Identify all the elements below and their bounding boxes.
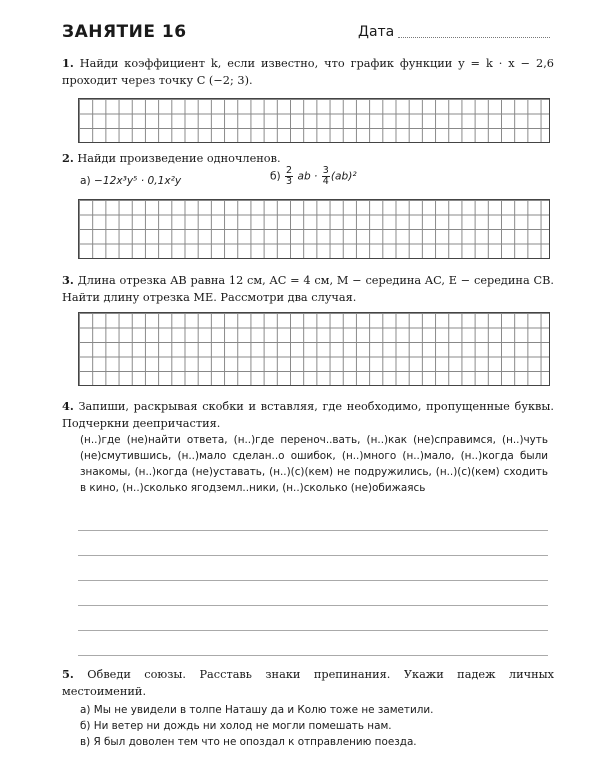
sentence-label: в) [80, 736, 91, 748]
task-4-word-list: (н..)где (не)найти ответа, (н..)где переноч..вать, (н..)как (не)справимся, (н..)чуть (не)смутившись, (н..)мало сделан..о ошибок, (н..)много (н..)мало, (н..)когда были знакомы, (н..)когда (не)уставать, (н..)(с)(кем) не подружились, (н..)(с)(кем) сходить в кино, (н..)сколько ягодземл..ники, (н..)сколько (не)обижаясь [80, 434, 548, 494]
answer-grid-3[interactable] [78, 312, 550, 386]
fraction-denominator: 3 [286, 176, 293, 187]
sentence-b[interactable] [80, 718, 548, 734]
task-4-number: 4. [62, 399, 74, 413]
sentence-label: а) [80, 704, 91, 716]
task-3-number: 3. [62, 273, 74, 287]
fraction-numerator: 2 [286, 165, 293, 176]
task-2-text: Найди произведение одночленов. [77, 152, 281, 165]
task-5-sentence-list [80, 702, 548, 750]
task-5-text: Обведи союзы. Расставь знаки препинания. Укажи падеж личных местоимений. [62, 668, 554, 698]
writing-line[interactable] [78, 605, 548, 606]
task-1-text: Найди коэффициент k, если известно, что график функции y = k · x − 2,6 проходит через точку C (−2; 3). [62, 57, 554, 87]
writing-line[interactable] [78, 555, 548, 556]
task-2-option-a [80, 173, 181, 190]
sentence-text: Ни ветер ни дождь ни холод не могли помешать нам. [93, 720, 392, 732]
fraction-two-thirds [285, 166, 293, 187]
answer-grid-1[interactable] [78, 98, 550, 143]
task-4 [62, 398, 554, 432]
date-label: Дата [358, 24, 395, 40]
fraction-three-quarters [322, 166, 330, 187]
fraction-numerator: 3 [322, 165, 329, 176]
task-4-text: Запиши, раскрывая скобки и вставляя, где необходимо, пропущенные буквы. Подчеркни деепричастия. [62, 400, 554, 430]
writing-line[interactable] [78, 655, 548, 656]
sentence-label: б) [80, 720, 91, 732]
task-1 [62, 55, 554, 89]
option-b-label: б) [270, 170, 281, 183]
task-5 [62, 666, 554, 700]
option-a-expression: −12x³y⁵ · 0,1x²y [94, 175, 182, 187]
task-2-option-b [270, 166, 357, 187]
writing-line[interactable] [78, 530, 548, 531]
date-field-line[interactable] [398, 37, 550, 38]
task-5-number: 5. [62, 667, 74, 681]
lesson-title: ЗАНЯТИЕ 16 [62, 22, 187, 42]
option-b-tail: (ab)² [330, 170, 357, 183]
fraction-denominator: 4 [322, 176, 329, 187]
task-3-text: Длина отрезка AB равна 12 см, AC = 4 см, M − середина AC, E − середина CB. Найти длину отрезка ME. Рассмотри два случая. [62, 274, 555, 304]
sentence-text: Я был доволен тем что не опоздал к отправлению поезда. [93, 736, 417, 748]
task-1-number: 1. [62, 56, 74, 70]
task-2-number: 2. [62, 151, 74, 165]
option-a-label: а) [80, 175, 91, 187]
sentence-text: Мы не увидели в толпе Наташу да и Колю тоже не заметили. [93, 704, 434, 716]
option-b-middle: ab · [297, 170, 318, 183]
writing-line[interactable] [78, 630, 548, 631]
sentence-a[interactable] [80, 702, 548, 718]
sentence-c[interactable] [80, 734, 548, 750]
task-3 [62, 272, 554, 306]
answer-grid-2[interactable] [78, 199, 550, 259]
task-2 [62, 150, 554, 167]
writing-line[interactable] [78, 580, 548, 581]
